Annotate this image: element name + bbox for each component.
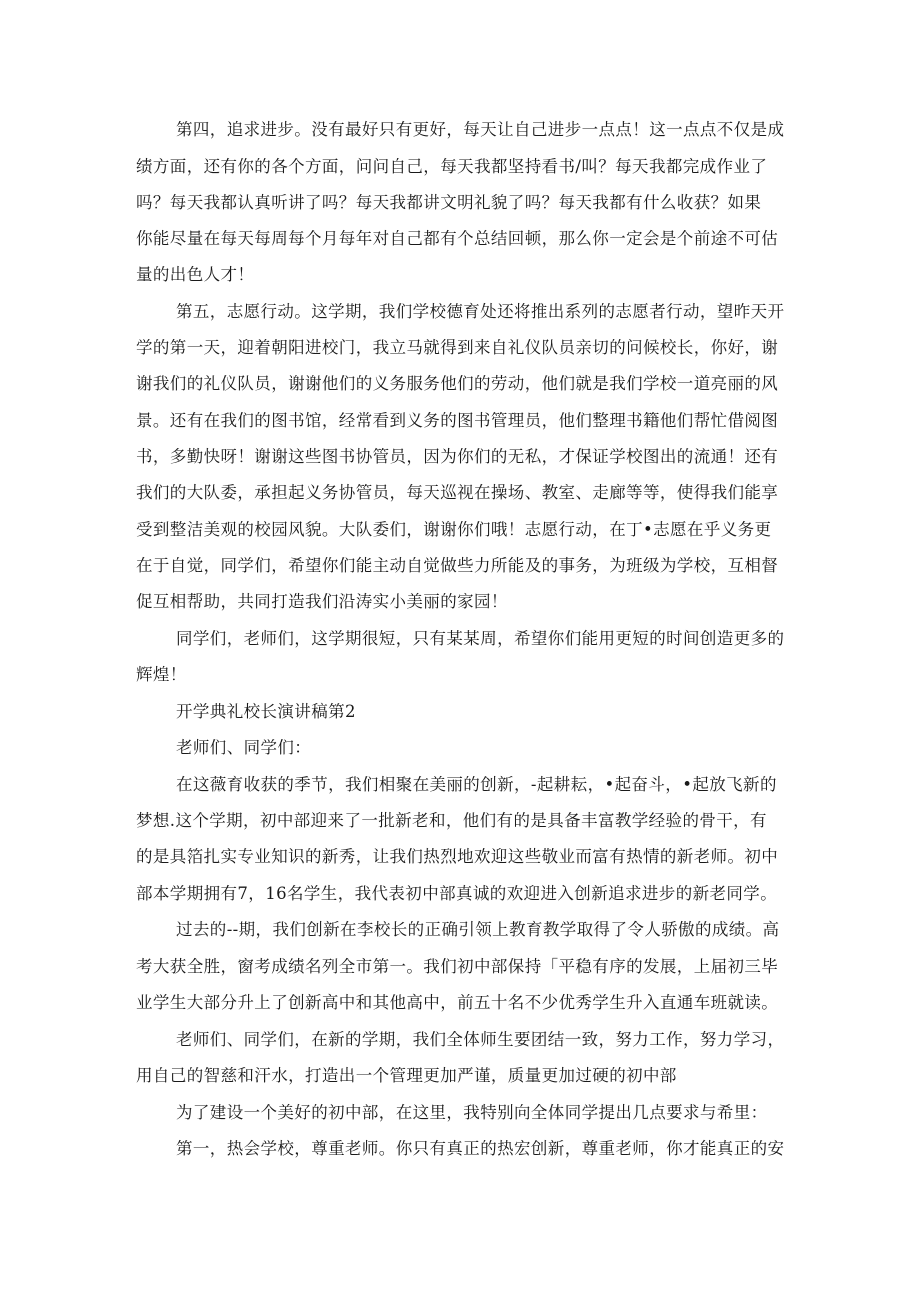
paragraph-4-line-2: 绩方面，还有你的各个方面，问问自己，每天我都坚持看书/叫？每天我都完成作业了 bbox=[136, 157, 768, 176]
paragraph-b-line-3: 业学生大部分升上了创新高中和其他高中，前五十名不少优秀学生升入直通车班就读。 bbox=[136, 993, 779, 1012]
paragraph-5-line-1: 第五，志愿行动。这学期，我们学校德育处还将推出系列的志愿者行动，望昨天开 bbox=[176, 302, 785, 321]
section-title: 开学典礼校长演讲稿第2 bbox=[176, 702, 356, 721]
paragraph-5-line-7: 受到整洁美观的校园风貌。大队委们，谢谢你们哦！志愿行动，在丁•志愿在乎义务更 bbox=[136, 520, 772, 539]
paragraph-5-line-5: 书，多勤快呀！谢谢这些图书协管员，因为你们的无私，才保证学校图出的流通！还有 bbox=[136, 447, 779, 466]
paragraph-5-line-4: 景。还有在我们的图书馆，经常看到义务的图书管理员，他们整理书籍他们帮忙借阅图 bbox=[136, 411, 779, 430]
paragraph-b-line-2: 考大获全胜，窗考成绩名列全市第一。我们初中部保持「平稳有序的发展，上届初三毕 bbox=[136, 957, 779, 976]
paragraph-a-line-4: 部本学期拥有7，16名学生，我代表初中部真诚的欢迎进入创新追求进步的新老同学。 bbox=[136, 884, 778, 903]
salutation: 老师们、同学们： bbox=[176, 738, 312, 757]
paragraph-5-line-2: 学的第一天，迎着朝阳进校门，我立马就得到来自礼仪队员亲切的问候校长，你好，谢 bbox=[136, 338, 779, 357]
paragraph-a-line-2: 梦想.这个学期，初中部迎来了一批新老和，他们有的是具备丰富教学经验的骨干，有 bbox=[136, 811, 767, 830]
paragraph-e-line-1: 第一，热会学校，尊重老师。你只有真正的热宏创新，尊重老师，你才能真正的安 bbox=[176, 1139, 785, 1158]
closing-line-2: 辉煌！ bbox=[136, 665, 187, 684]
paragraph-4-line-4: 你能尽量在每天每周每个月每年对自己都有个总结回顿，那么你一定会是个前途不可估 bbox=[136, 229, 779, 248]
paragraph-4-line-3: 吗？每天我都认真听讲了吗？每天我都讲文明礼貌了吗？每天我都有什么收获？如果 bbox=[136, 193, 762, 212]
paragraph-a-line-3: 的是具箔扎实专业知识的新秀，让我们热烈地欢迎这些敬业而富有热情的新老师。初中 bbox=[136, 847, 779, 866]
paragraph-5-line-6: 我们的大队委，承担起义务协管员，每天巡视在操场、教室、走廊等等，使得我们能享 bbox=[136, 483, 779, 502]
paragraph-a-line-1: 在这薇育收获的季节，我们相聚在美丽的创新，-起耕耘，•起奋斗，•起放飞新的 bbox=[176, 775, 777, 794]
paragraph-c-line-2: 用自己的智慈和汗水，打造出一个管理更加严谨，质量更加过硬的初中部 bbox=[136, 1066, 677, 1085]
paragraph-5-line-9: 促互相帮助，共同打造我们沿涛实小美丽的家园！ bbox=[136, 592, 508, 611]
paragraph-4-line-5: 量的出色人才！ bbox=[136, 265, 255, 284]
paragraph-c-line-1: 老师们、同学们，在新的学期，我们全体师生要团结一致，努力工作，努力学习， bbox=[176, 1030, 785, 1049]
paragraph-b-line-1: 过去的--期，我们创新在李校长的正确引领上教育教学取得了令人骄傲的成绩。高 bbox=[176, 920, 780, 939]
paragraph-d-line-1: 为了建设一个美好的初中部，在这里，我特别向全体同学提出几点要求与希里： bbox=[176, 1103, 768, 1122]
paragraph-5-line-3: 谢我们的礼仪队员，谢谢他们的义务服务他们的劳动，他们就是我们学校一道亮丽的风 bbox=[136, 374, 779, 393]
closing-line-1: 同学们，老师们，这学期很短，只有某某周，希望你们能用更短的时间创造更多的 bbox=[176, 629, 785, 648]
paragraph-5-line-8: 在于自觉，同学们，希望你们能主动自觉做些力所能及的事务，为班级为学校，互相督 bbox=[136, 556, 779, 575]
paragraph-4-line-1: 第四，追求进步。没有最好只有更好，每天让自己进步一点点！这一点点不仅是成 bbox=[176, 120, 785, 139]
